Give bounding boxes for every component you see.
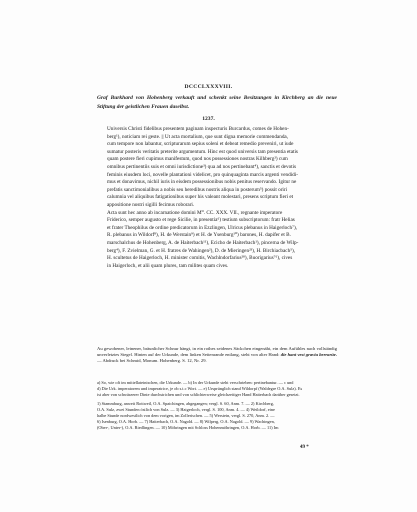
note-tail: — Abdruck bei Schmid, Monum. Hohenberg. S. 12, Nr. 29. (97, 358, 207, 364)
text-line: appositione nostri sigilli fecimus roborari. (107, 201, 195, 208)
text-line: berg¹), noticiam rei geste. || Ut acta mortalium, que sunt digna memorie commendanda, (107, 133, 289, 140)
text-line: quam postere fieri cupimus manifestum, quod nos possessiones nostras Kilhberg²) cum (107, 156, 288, 163)
footnote-line: 6) Isenburg, O.A. Horb. — 7) Haiterbach, O.A. Nagold. — 8) Wilperg, O.A. Nagold. — 9) Wachingen, (97, 418, 275, 424)
text-line: Friderico, semper augusto et rege Sicilie, in presentia⁶) testium subscriptorum: fratr Helias (107, 217, 295, 224)
document-year: 1237. (202, 116, 215, 122)
footnote-line: d) Die Urk. imperatorem und imperatrice, je ob s.t.c Wort. — e) Ursprünglich stand Wildorpf (Waldegre O.A. Sulz). Es (97, 385, 303, 391)
paragraph-2 (97, 210, 337, 271)
text-line: calumnia vel aliquibus fatigationibus super his valeant molestari, presens scriptum fieri et (107, 194, 294, 201)
footnote-line: a) So, wie oft im mittellateinischen, die Urkunde. — b) In der Urkunde steht verschrieben: pertinebantur. — c und (97, 380, 294, 385)
text-line: R. plebanus in Wildorf⁸), H. de Werstain⁹) et H. de Ysenburg¹⁰) barones, H. dapifer et B. (107, 232, 291, 239)
charter-text (97, 126, 337, 270)
text-line: in Haigerloch, et alii quam plures, tam milites quam cives. (107, 262, 229, 269)
text-line: feminis eiusdem loci, novelle plantationi videlicet, pro quinquaginta marcis argenti vendidi- (107, 171, 298, 178)
note-emphasis: die hant vest graviu berrarüe. (280, 352, 337, 358)
paragraph-1 (97, 126, 337, 210)
text-line: Acta sunt hec anno ab incarnatione domini M⁰. CC. XXX. VII., regnante imperatore (107, 209, 283, 216)
text-line: Universis Christi fidelibus presentem paginam inspecturis Burcardus, comes de Hohen- (107, 126, 289, 132)
text-line: cum tempore non labantur, scripturarum sepius soleni et debeat remedio preveniri, ut iude (107, 141, 294, 148)
text-line: sumatur posteris veritatis preterite argumentum. Hinc est quod universis tam presentia etatis (107, 148, 298, 155)
footnotes (97, 380, 337, 430)
footnote-line: (Ober-, Unter-), O.A. Riedlingen. — 10) Möhringen mit Schloss Hohenmöhringen, O.A. Horb. — 11) Im (97, 424, 279, 430)
page-number: 49 * (300, 445, 309, 450)
footnote-line: ist aber von schwärzerer Dinte durchstrichen und von schlichterweise gleichzeitiger Hand Haiterbach darüber gesetzt. (97, 391, 300, 397)
text-line: berg⁴), F. Zvielman, G. et H. fratres de Wahingen²), D. de Mieringen²³), H. Birchiacbach⁵), (107, 247, 296, 254)
footnote-line: O.A. Sulz, zwei Stunden östlich von Sulz. — 3) Haigerloch, vergl. S. 100, Anm. 4. — 4) Weildorf, eine (97, 407, 275, 413)
document-subtitle: Graf Burkhard von Hohenberg verkauft und schenkt seine Besitzungen in Kirchberg an die neue Stiftung der geistlichen Frauen daselbst. (97, 95, 337, 110)
footnote-line: halbe Stunde nordwestlich von dem vorigen, im Zollerischen. — 5) Werstein, vergl. S. 270, Anm. 2. — (97, 412, 275, 418)
text-line: H. scultetus de Haigerloch, H. minister comitis, Wachlndorfarius²⁸), Buorigarius⁷⁶), cives (107, 255, 293, 262)
note-text: Au gewobener, leinener, bräunlicher Schnur hängt, in ein rothes seidenes Säckchen eingenäht, ein dem Aufühles nach vollständig unverletztes Siegel. Hinten auf der Urkunde, dem linken Seitenrande entlang, steht von alter Hand: (97, 346, 337, 358)
text-line: prefatis sanctimonialibus a nobis seu heredibus nostris aliqua in posterum⁵) possit oriri (107, 186, 288, 193)
text-line: omnibus pertinentiis suis et omni iurisdictione³) qua ad nos pertinebant⁴), sanctis et devotis (107, 163, 297, 170)
footnote-line: 1) Stammburg, anweit Rottweil, O.A. Spaichingen, abgegangen; vergl. S. 60, Anm. 7. — 2) Kirchberg, (97, 401, 274, 407)
text-line: et frater Theophilus de ordine predicatorum in Ezzlingen, Ulricus plebanus in Haigerloch⁷), (107, 224, 297, 231)
document-number: DCCCLXXXVIII. (184, 84, 233, 90)
editorial-note (97, 346, 337, 365)
text-line: mus et donavimus, nichil iuris in eisdem possessionibus nobis penitus reservando. Igitur ne (107, 179, 297, 186)
text-line: marschalchus de Hohenberg, A. de Haiterbach¹¹), Ecicho de Haiterbach¹), pincerna de Wilp- (107, 239, 299, 246)
